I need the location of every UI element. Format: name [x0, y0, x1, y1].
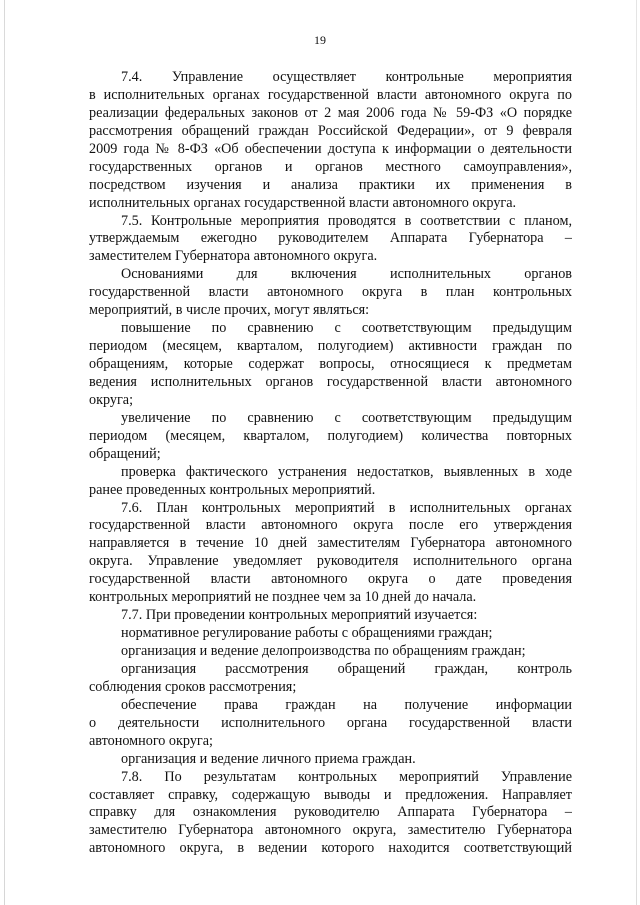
text-line: повышение по сравнению с соответствующим предыдущим — [121, 320, 572, 337]
document-body — [89, 69, 572, 858]
text-line: нормативное регулирование работы с обращениями граждан; — [121, 625, 493, 642]
text-line: заместителю Губернатора автономного округа, заместителю Губернатора — [89, 822, 572, 839]
text-line: увеличение по сравнению с соответствующим предыдущим — [121, 409, 572, 426]
page-number: 19 — [314, 33, 326, 47]
text-line: 7.4. Управление осуществляет контрольные мероприятия — [121, 69, 572, 85]
text-line: периодом (месяцем, кварталом, полугодием) количества повторных — [89, 427, 572, 444]
text-line: исполнительных органах государственной власти автономного округа. — [89, 194, 517, 211]
text-line: составляет справку, содержащую выводы и предложения. Направляет — [89, 786, 572, 803]
text-line: периодом (месяцем, кварталом, полугодием) активности граждан по — [89, 338, 572, 355]
text-line: организация рассмотрения обращений граждан, контроль — [121, 660, 572, 677]
scan-edge-left — [4, 0, 5, 905]
text-line: автономного округа; — [89, 732, 213, 749]
text-line: 7.8. По результатам контрольных мероприятий Управление — [121, 768, 572, 785]
text-line: государственной власти автономного округа после его утверждения — [89, 517, 572, 534]
text-line: соблюдения сроков рассмотрения; — [89, 678, 297, 695]
text-line: реализации федеральных законов от 2 мая 2006 года № 59-ФЗ «О порядке — [89, 104, 572, 121]
text-line: утверждаемым ежегодно руководителем Аппарата Губернатора – — [89, 230, 572, 247]
text-line: ранее проведенных контрольных мероприятий. — [89, 481, 376, 498]
text-line: проверка фактического устранения недостатков, выявленных в ходе — [121, 463, 572, 480]
text-line: 2009 года № 8-ФЗ «Об обеспечении доступа к информации о деятельности — [89, 140, 572, 157]
text-line: обращений; — [89, 445, 161, 462]
text-line: мероприятий, в числе прочих, могут являться: — [89, 302, 370, 319]
text-line: о деятельности исполнительного органа государственной власти — [89, 714, 572, 731]
text-line: государственных органов и органов местного самоуправления», — [89, 158, 572, 175]
text-line: в исполнительных органах государственной власти автономного округа по — [89, 86, 572, 103]
text-line: направляется в течение 10 дней заместителям Губернатора автономного — [89, 535, 572, 552]
text-line: 7.5. Контрольные мероприятия проводятся в соответствии с планом, — [121, 212, 572, 229]
text-line: организация и ведение личного приема граждан. — [121, 750, 416, 767]
text-line: 7.6. План контрольных мероприятий в исполнительных органах — [121, 499, 572, 516]
text-line: контрольных мероприятий не позднее чем за 10 дней до начала. — [89, 589, 477, 606]
text-line: справку для ознакомления руководителю Аппарата Губернатора – — [89, 804, 572, 821]
text-line: округа; — [89, 391, 134, 408]
text-line: обращениям, которые содержат вопросы, относящиеся к предметам — [89, 356, 572, 372]
text-line: посредством изучения и анализа практики их применения в — [89, 176, 572, 193]
text-line: государственной власти автономного округа о дате проведения — [89, 571, 572, 588]
text-line: 7.7. При проведении контрольных мероприятий изучается: — [121, 607, 478, 624]
scan-edge-right — [636, 0, 637, 905]
text-line: ведения исполнительных органов государственной власти автономного — [89, 373, 572, 390]
text-line: обеспечение права граждан на получение информации — [121, 696, 572, 713]
text-line: организация и ведение делопроизводства по обращениям граждан; — [121, 643, 526, 659]
text-line: государственной власти автономного округа в план контрольных — [89, 284, 572, 301]
text-line: рассмотрения обращений граждан Российской Федерации», от 9 февраля — [89, 122, 572, 139]
text-line: округа. Управление уведомляет руководителя исполнительного органа — [89, 553, 572, 570]
text-line: автономного округа, в ведении которого находится соответствующий — [89, 840, 572, 857]
text-line: Основаниями для включения исполнительных органов — [121, 266, 572, 283]
text-line: заместителем Губернатора автономного округа. — [89, 248, 378, 265]
